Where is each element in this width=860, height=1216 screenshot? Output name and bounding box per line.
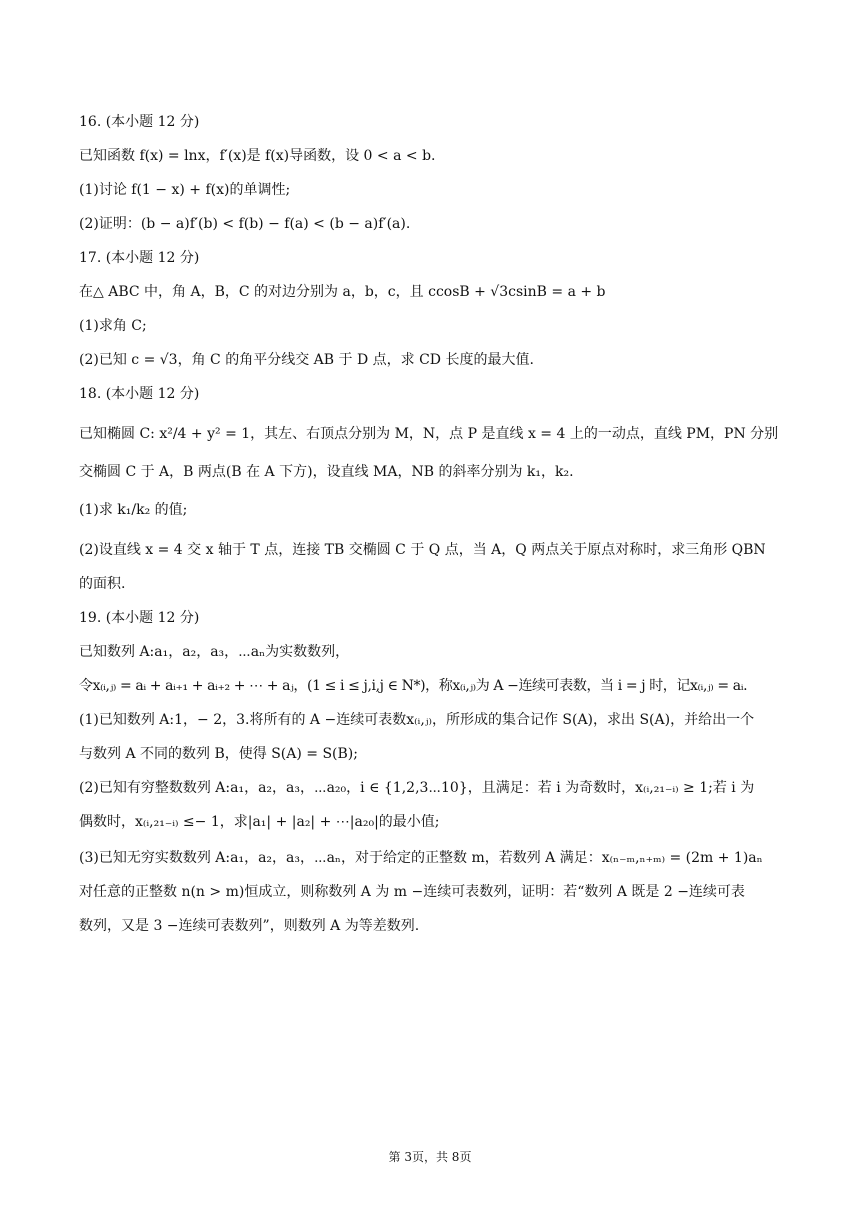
problem-18-stem-line-2: 交椭圆 C 于 A，B 两点(B 在 A 下方)，设直线 MA，NB 的斜率分别为 k₁，k₂. [79, 464, 574, 480]
problem-19-part-2-line-2: 偶数时，x₍ᵢ,₂₁₋ᵢ₎ ≤− 1，求|a₁| + |a₂| + ⋯|a₂₀|的最小值; [79, 814, 440, 830]
problem-18-part-1: (1)求 k₁/k₂ 的值; [79, 502, 188, 518]
problem-16-part-1: (1)讨论 f(1 − x) + f(x)的单调性; [79, 182, 291, 198]
problem-18-title: 18. (本小题 12 分) [79, 386, 200, 402]
problem-19-part-3-line-1: (3)已知无穷实数数列 A:a₁，a₂，a₃，⋯aₙ，对于给定的正整数 m，若数列 A 满足：x₍ₙ₋ₘ,ₙ₊ₘ₎ = (2m + 1)aₙ [79, 850, 763, 866]
page-footer: 第 3页，共 8页 [388, 1150, 472, 1164]
problem-17-title: 17. (本小题 12 分) [79, 250, 200, 266]
problem-16-part-2: (2)证明：(b − a)f′(b) < f(b) − f(a) < (b − a)f′(a). [79, 216, 411, 232]
problem-16-title: 16. (本小题 12 分) [79, 114, 200, 130]
problem-16-stem: 已知函数 f(x) = lnx，f′(x)是 f(x)导函数，设 0 < a < b. [79, 148, 436, 164]
problem-19-stem-line-1: 已知数列 A:a₁，a₂，a₃，⋯aₙ为实数数列， [79, 644, 350, 660]
problem-17-part-1: (1)求角 C; [79, 318, 147, 334]
problem-18-part-2-line-1: (2)设直线 x = 4 交 x 轴于 T 点，连接 TB 交椭圆 C 于 Q 点，当 A，Q 两点关于原点对称时，求三角形 QBN [79, 542, 766, 558]
problem-19-part-1-line-1: (1)已知数列 A:1，− 2，3.将所有的 A −连续可表数x₍ᵢ,ⱼ₎，所形成的集合记作 S(A)，求出 S(A)，并给出一个 [79, 712, 755, 728]
problem-18-stem-line-1: 已知椭圆 C: x²/4 + y² = 1，其左、右顶点分别为 M，N，点 P 是直线 x = 4 上的一动点，直线 PM，PN 分别 [79, 426, 779, 442]
problem-19-part-2-line-1: (2)已知有穷整数数列 A:a₁，a₂，a₃，⋯a₂₀，i ∈ {1,2,3⋯10}，且满足：若 i 为奇数时，x₍ᵢ,₂₁₋ᵢ₎ ≥ 1;若 i 为 [79, 780, 755, 796]
problem-17-part-2: (2)已知 c = √3，角 C 的角平分线交 AB 于 D 点，求 CD 长度的最大值. [79, 352, 534, 368]
problem-19-part-3-line-2: 对任意的正整数 n(n > m)恒成立，则称数列 A 为 m −连续可表数列，证明：若“数列 A 既是 2 −连续可表 [79, 884, 745, 900]
problem-18-part-2-line-2: 的面积. [79, 576, 126, 592]
problem-19-stem-line-2: 令x₍ᵢ,ⱼ₎ = aᵢ + aᵢ₊₁ + aᵢ₊₂ + ⋯ + aⱼ，(1 ≤ i ≤ j,i,j ∈ N*)，称x₍ᵢ,ⱼ₎为 A −连续可表数，当 i = j 时，记x₍ᵢ,ⱼ₎ = aᵢ. [79, 678, 748, 694]
problem-19-title: 19. (本小题 12 分) [79, 610, 200, 626]
problem-17-stem: 在△ ABC 中，角 A，B，C 的对边分别为 a，b，c，且 ccosB + √3csinB = a + b [79, 284, 606, 300]
problem-19-part-3-line-3: 数列，又是 3 −连续可表数列”，则数列 A 为等差数列. [79, 918, 420, 934]
problem-19-part-1-line-2: 与数列 A 不同的数列 B，使得 S(A) = S(B); [79, 746, 358, 762]
